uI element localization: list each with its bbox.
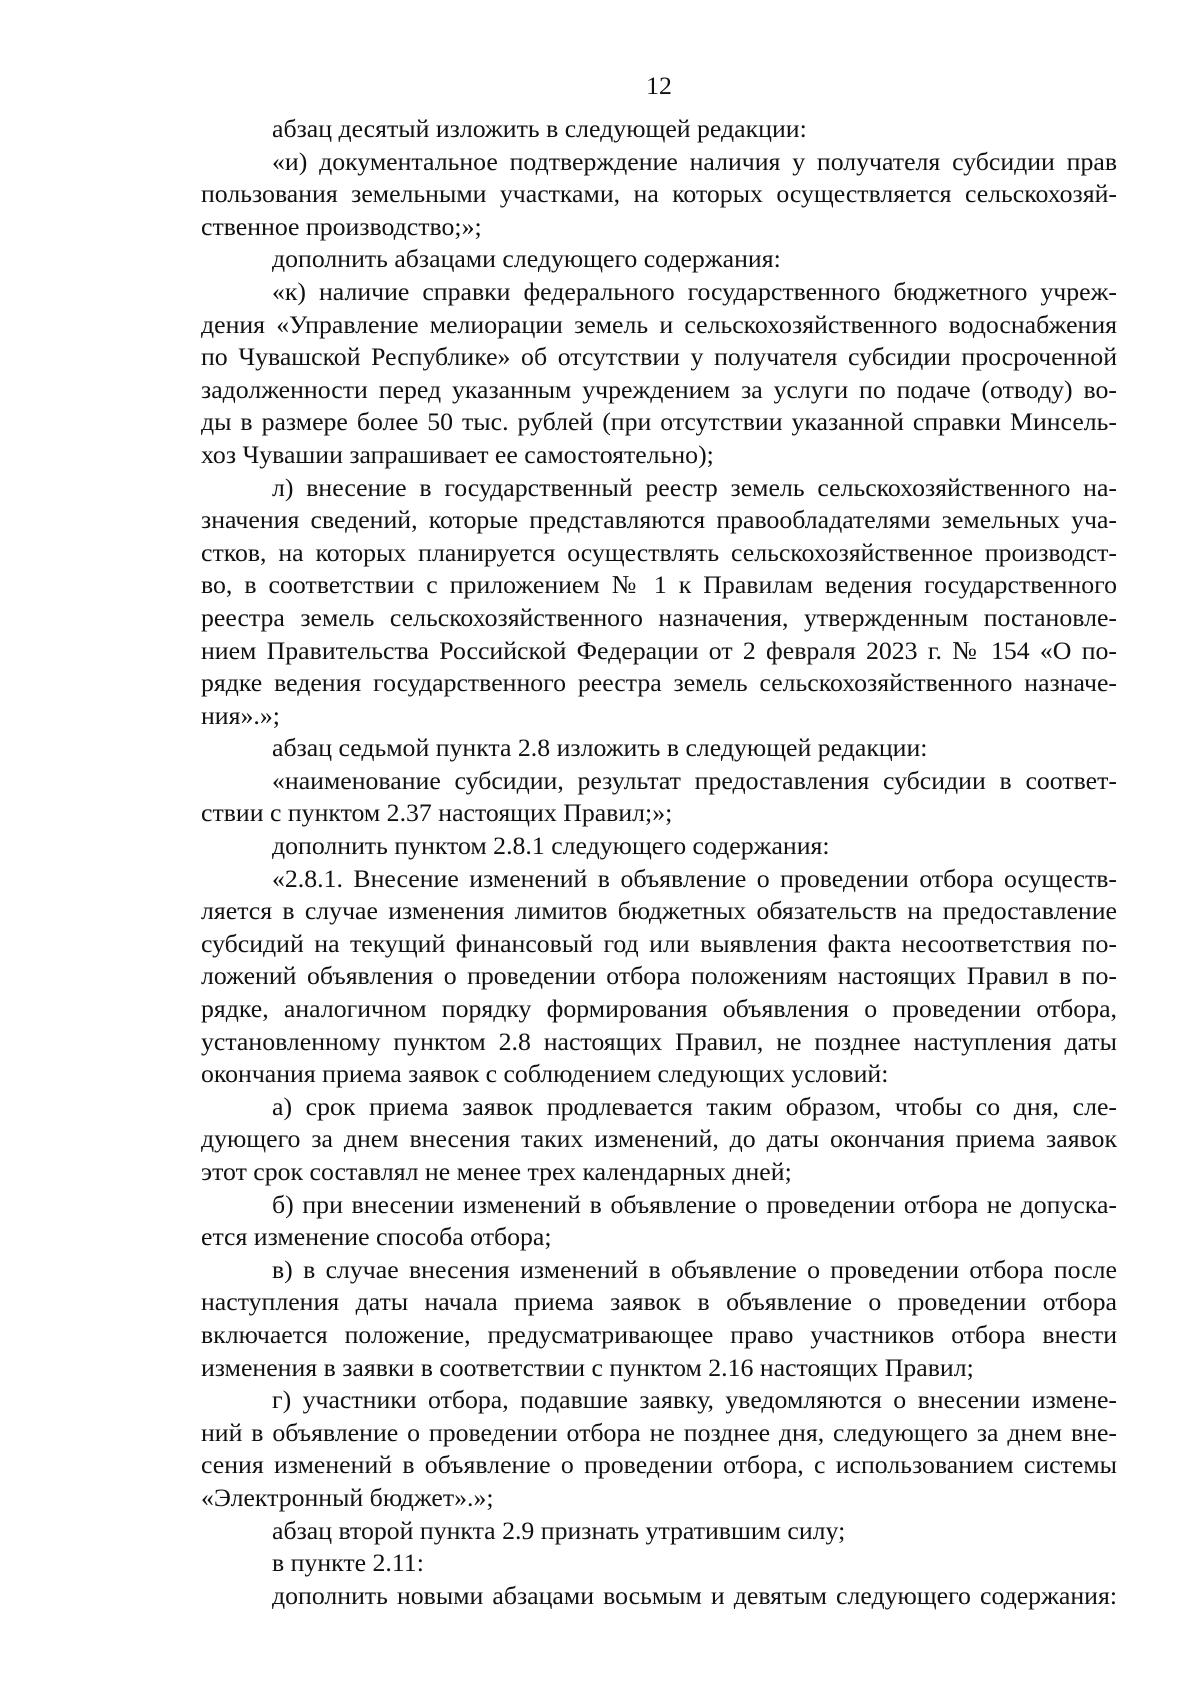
text-line: ствии с пунктом 2.37 настоящих Правил;»; bbox=[201, 798, 673, 828]
text-line: ственное производство;»; bbox=[201, 211, 482, 241]
text-line: ется изменение способа отбора; bbox=[201, 1222, 552, 1252]
text-line: рядке ведения государственного реестра земель сельскохозяйственного назначе- bbox=[201, 668, 1117, 698]
text-line: «к) наличие справки федерального государственного бюджетного учреж- bbox=[272, 276, 1117, 306]
text-line: ляется в случае изменения лимитов бюджетных обязательств на предоставление bbox=[201, 896, 1117, 926]
text-line: установленному пунктом 2.8 настоящих Правил, не позднее наступления даты bbox=[201, 1026, 1117, 1056]
text-line: дения «Управление мелиорации земель и сельскохозяйственного водоснабжения bbox=[201, 309, 1117, 339]
page-number: 12 bbox=[646, 71, 672, 100]
text-line: этот срок составлял не менее трех календарных дней; bbox=[201, 1157, 792, 1186]
text-line: сения изменений в объявление о проведении отбора, с использованием системы bbox=[201, 1450, 1117, 1480]
text-line: по Чувашской Республике» об отсутствии у получателя субсидии просроченной bbox=[201, 342, 1117, 372]
text-line: б) при внесении изменений в объявление о проведении отбора не допуска- bbox=[272, 1189, 1117, 1219]
text-line: значения сведений, которые представляются правообладателями земельных уча- bbox=[201, 505, 1117, 535]
document-page bbox=[201, 0, 1117, 1697]
text-line: абзац десятый изложить в следующей редакции: bbox=[272, 114, 807, 143]
text-line: г) участники отбора, подавшие заявку, уведомляются о внесении измене- bbox=[272, 1385, 1117, 1415]
text-line: в) в случае внесения изменений в объявление о проведении отбора после bbox=[272, 1254, 1117, 1284]
text-line: во, в соответствии с приложением № 1 к Правилам ведения государственного bbox=[201, 570, 1117, 600]
text-line: а) срок приема заявок продлевается таким образом, чтобы со дня, сле- bbox=[272, 1091, 1117, 1121]
text-line: «Электронный бюджет».»; bbox=[201, 1482, 494, 1512]
text-line: ды в размере более 50 тыс. рублей (при отсутствии указанной справки Минсель- bbox=[201, 407, 1117, 437]
text-line: пользования земельными участками, на которых осуществляется сельскохозяй- bbox=[201, 179, 1117, 209]
text-line: л) внесение в государственный реестр земель сельскохозяйственного на- bbox=[272, 472, 1117, 502]
text-line: абзац седьмой пункта 2.8 изложить в следующей редакции: bbox=[272, 733, 928, 763]
text-line: наступления даты начала приема заявок в объявление о проведении отбора bbox=[201, 1287, 1117, 1317]
text-line: «и) документальное подтверждение наличия у получателя субсидии прав bbox=[272, 146, 1117, 176]
text-line: ния».»; bbox=[201, 700, 280, 730]
text-line: стков, на которых планируется осуществлять сельскохозяйственное производст- bbox=[201, 537, 1117, 567]
text-line: изменения в заявки в соответствии с пунктом 2.16 настоящих Правил; bbox=[201, 1352, 974, 1382]
text-line: дополнить пунктом 2.8.1 следующего содержания: bbox=[272, 831, 830, 861]
text-line: реестра земель сельскохозяйственного назначения, утвержденным постановле- bbox=[201, 602, 1117, 632]
text-line: «2.8.1. Внесение изменений в объявление о проведении отбора осуществ- bbox=[272, 863, 1117, 893]
text-line: дополнить новыми абзацами восьмым и девятым следующего содержания: bbox=[272, 1580, 1117, 1610]
text-line: ложений объявления о проведении отбора положениям настоящих Правил в по- bbox=[201, 961, 1117, 991]
text-line: нием Правительства Российской Федерации от 2 февраля 2023 г. № 154 «О по- bbox=[201, 635, 1117, 665]
text-line: «наименование субсидии, результат предоставления субсидии в соответ- bbox=[272, 765, 1117, 795]
text-line: рядке, аналогичном порядку формирования объявления о проведении отбора, bbox=[201, 994, 1117, 1024]
text-line: абзац второй пункта 2.9 признать утратившим силу; bbox=[272, 1515, 846, 1545]
text-line: субсидий на текущий финансовый год или выявления факта несоответствия по- bbox=[201, 928, 1117, 958]
text-line: хоз Чувашии запрашивает ее самостоятельно); bbox=[201, 439, 714, 469]
text-line: окончания приема заявок с соблюдением следующих условий: bbox=[201, 1059, 889, 1089]
text-line: дующего за днем внесения таких изменений, до даты окончания приема заявок bbox=[201, 1124, 1117, 1154]
text-line: в пункте 2.11: bbox=[272, 1548, 424, 1578]
text-line: ний в объявление о проведении отбора не позднее дня, следующего за днем вне- bbox=[201, 1417, 1117, 1447]
text-line: дополнить абзацами следующего содержания: bbox=[272, 244, 781, 274]
document-body bbox=[201, 113, 1117, 1612]
text-line: задолженности перед указанным учреждением за услуги по подаче (отводу) во- bbox=[201, 374, 1117, 404]
text-line: включается положение, предусматривающее право участников отбора внести bbox=[201, 1319, 1117, 1349]
